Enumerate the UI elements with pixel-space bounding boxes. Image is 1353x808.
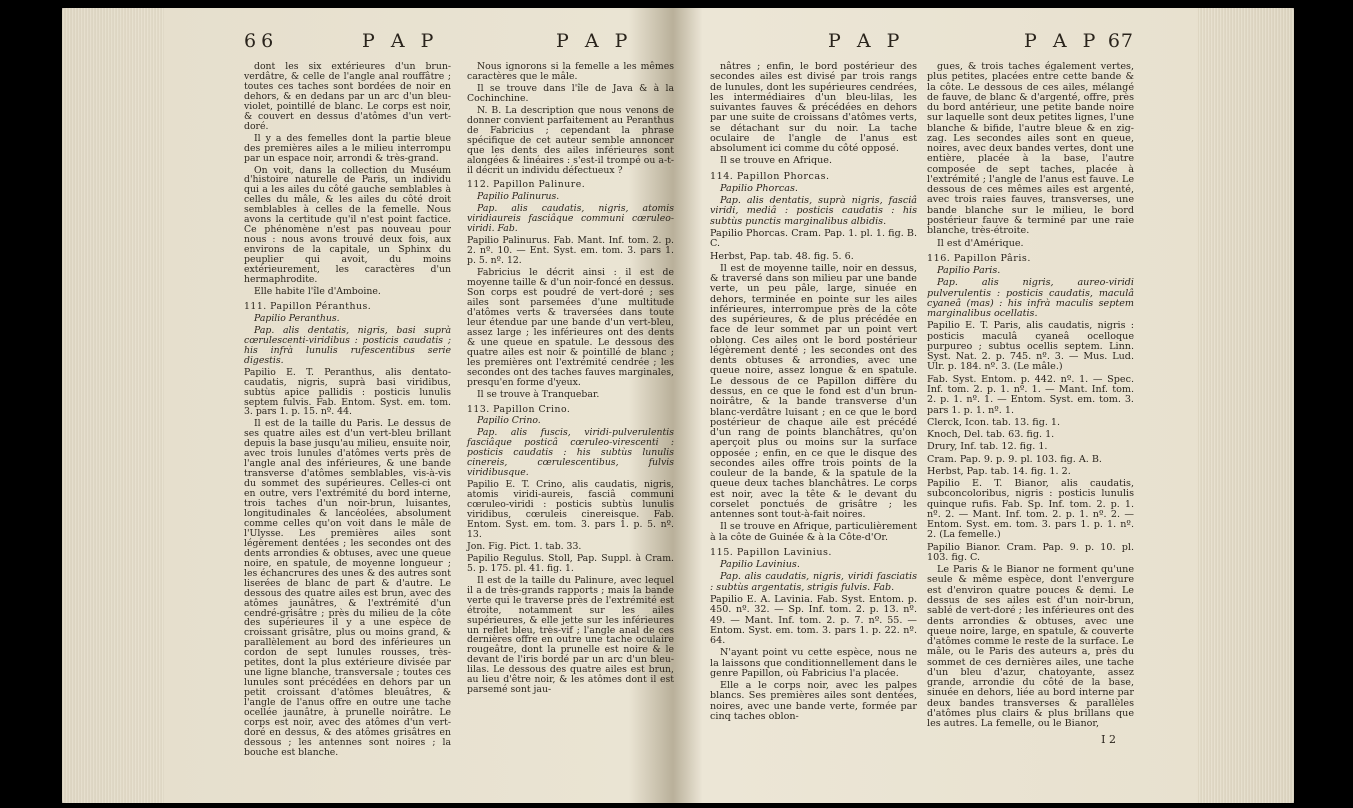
bibliographic-reference: Drury, Inf. tab. 12. fig. 1. bbox=[927, 441, 1048, 453]
paragraph: Il se trouve dans l'île de Java & à la Cochinchine. bbox=[467, 82, 674, 104]
latin-diagnosis: Papilio Peranthus. bbox=[254, 312, 340, 324]
paragraph: dont les six extérieures d'un brun-verdâtre, & celle de l'angle anal rouffâtre ; toutes ces taches sont bordées de noir en dehors, & en dedans par un arc d'un bleu-violet, pointillé de blanc. Le corps est noir, & couvert en dessus d'atômes d'un vert-doré. bbox=[244, 61, 451, 132]
right-running-head-2: P A P bbox=[1024, 30, 1101, 52]
paragraph: N'ayant point vu cette espèce, nous ne la laissons que conditionnellement dans le genre Papillon, où Fabricius l'a placée. bbox=[710, 647, 917, 679]
latin-diagnosis: Papilio Palinurus. bbox=[477, 191, 560, 203]
bibliographic-reference: Jon. Fig. Pict. 1. tab. 33. bbox=[467, 540, 582, 552]
paragraph: Il se trouve à Tranquebar. bbox=[477, 388, 600, 400]
left-page-number: 66 bbox=[244, 30, 279, 52]
species-heading: 115. Papillon Lavinius. bbox=[710, 546, 832, 558]
paragraph: Il est de la taille du Palinure, avec lequel il a de très-grands rapports ; mais la bande verte qui le traverse près de l'extrémité est étroite, notamment sur les ailes supérieures, & elle jette sur les inférieures un reflet bleu, très-vif ; l'angle anal de ces dernières offre en outre une tache oculaire rougeâtre, dont la prunelle est noire & le devant de l'iris bordé par un arc d'un bleu-lilas. Le dessous des quatre ailes est brun, au lieu d'être noir, & les atômes dont il est parsemé sont jau- bbox=[467, 574, 674, 696]
bibliographic-reference: Cram. Pap. 9. p. 9. pl. 103. fig. A. B. bbox=[927, 453, 1102, 465]
species-heading: 111. Papillon Péranthus. bbox=[244, 300, 372, 312]
latin-diagnosis: Pap. alis dentatis, nigris, basi suprà cœrulescenti-viridibus : posticis caudatis ; his infrà lunulis rufescentibus serie digestis. bbox=[244, 324, 451, 366]
paragraph: Il y a des femelles dont la partie bleue des premières ailes a le milieu interrompu par un espace noir, arrondi & très-grand. bbox=[244, 132, 451, 164]
latin-diagnosis: Pap. alis caudatis, nigris, viridi fasciatis : subtùs argentatis, strigis fulvis. Fab. bbox=[710, 571, 917, 593]
bibliographic-reference: Papilio Bianor. Cram. Pap. 9. p. 10. pl. 103. fig. C. bbox=[927, 541, 1134, 563]
left-header bbox=[244, 30, 674, 60]
left-column-2 bbox=[467, 62, 674, 760]
paragraph: Il est d'Amérique. bbox=[937, 237, 1024, 249]
bibliographic-reference: Papilio E. T. Bianor, alis caudatis, subconcoloribus, nigris : posticis lunulis quinque rufis. Fab. Sp. Inf. tom. 2. p. 1. nº. 2. — Mant. Inf. tom. 2. p. 1. nº. 2. — Entom. Syst. em. tom. 3. pars 1. p. 1. nº. 2. (La femelle.) bbox=[927, 478, 1134, 541]
paragraph: Elle a le corps noir, avec les palpes blancs. Ses premières ailes sont dentées, noires, avec une bande verte, formée par cinq taches oblon- bbox=[710, 680, 917, 722]
right-running-head-1: P A P bbox=[828, 30, 905, 52]
species-heading: 114. Papillon Phorcas. bbox=[710, 170, 830, 182]
latin-diagnosis: Pap. alis caudatis, nigris, atomis viridiaureis fasciâque communi cœruleo-viridi. Fab. bbox=[467, 203, 674, 235]
bibliographic-reference: Papilio E. T. Peranthus, alis dentato-caudatis, nigris, suprà basi viridibus, subtùs apice pallidis : posticis lunulis septem fulvis. Fab. Entom. Syst. em. tom. 3. pars 1. p. 15. nº. 44. bbox=[244, 366, 451, 418]
bibliographic-reference: Knoch, Del. tab. 63. fig. 1. bbox=[927, 429, 1055, 441]
bibliographic-reference: Papilio Phorcas. Cram. Pap. 1. pl. 1. fig. B. C. bbox=[710, 227, 917, 250]
paragraph: Il se trouve en Afrique. bbox=[720, 155, 833, 167]
latin-diagnosis: Papilio Paris. bbox=[937, 265, 1001, 277]
latin-diagnosis: Pap. alis dentatis, suprà nigris, fasciâ viridi, mediâ : posticis caudatis : his subtùs punctis marginalibus albidis. bbox=[710, 195, 917, 227]
latin-diagnosis: Papilio Phorcas. bbox=[720, 182, 798, 194]
latin-diagnosis: Pap. alis fuscis, viridi-pulverulentis fasciâque posticâ cœruleo-virescenti : posticis caudatis : his subtùs lunulis cinereis, cœrulescentibus, fulvis viridibusque. bbox=[467, 427, 674, 479]
left-running-head-1: P A P bbox=[362, 30, 439, 52]
bibliographic-reference: Fab. Syst. Entom. p. 442. nº. 1. — Spec. Inf. tom. 2. p. 1. nº. 1. — Mant. Inf. tom. 2. p. 1. nº. 1. — Entom. Syst. em. tom. 3. pars 1. p. 1. nº. 1. bbox=[927, 373, 1134, 416]
bibliographic-reference: Herbst, Pap. tab. 14. fig. 1. 2. bbox=[927, 465, 1071, 477]
latin-diagnosis: Pap. alis nigris, aureo-viridi pulverulentis : posticis caudatis, maculâ cyaneâ (mas) : his infrà maculis septem marginalibus ocellatis. bbox=[927, 277, 1134, 320]
species-heading: 112. Papillon Palinure. bbox=[467, 179, 586, 191]
paragraph: Fabricius le décrit ainsi : il est de moyenne taille & d'un noir-foncé en dessus. Son corps est poudré de vert-doré ; ses ailes sont parsemées d'une multitude d'atômes verts & traversées dans toute leur étendue par une bande d'un vert-bleu, assez large ; les inférieures ont des dents & une queue en spatule. Le dessous des quatre ailes est noir & pointillé de blanc ; les premières ont l'extrémité cendrée ; les secondes ont des taches fauves marginales, presqu'en forme d'yeux. bbox=[467, 267, 674, 388]
bibliographic-reference: Clerck, Icon. tab. 13. fig. 1. bbox=[927, 416, 1061, 428]
paragraph: Le Paris & le Bianor ne forment qu'une seule & même espèce, dont l'envergure est d'environ quatre pouces & demi. Le dessus de ses ailes est d'un noir-brun, sablé de vert-doré ; les inférieures ont des dents arrondies & obtuses, avec une queue noire, large, en spatule, & couverte d'atômes comme le reste de la surface. Le mâle, ou le Paris des auteurs a, près du sommet de ces dernières ailes, une tache d'un bleu d'azur, chatoyante, assez grande, arrondie du côté de la base, sinuée en dehors, liée au bord interne par deux bandes transverses & parallèles d'atômes plus clairs & plus brillans que les autres. La femelle, ou le Bianor, bbox=[927, 564, 1134, 730]
left-column-1 bbox=[244, 62, 451, 760]
page-edges-left bbox=[62, 8, 164, 803]
latin-diagnosis: Papilio Crino. bbox=[477, 415, 541, 427]
right-header bbox=[710, 30, 1134, 60]
left-running-head-2: P A P bbox=[556, 30, 633, 52]
signature-mark: I 2 bbox=[1101, 733, 1116, 747]
right-column-2 bbox=[927, 62, 1134, 731]
right-page bbox=[710, 30, 1134, 746]
paragraph: Nous ignorons si la femelle a les mêmes caractères que le mâle. bbox=[467, 61, 674, 82]
paragraph: Il se trouve en Afrique, particulièrement à la côte de Guinée & à la Côte-d'Or. bbox=[710, 521, 917, 543]
bibliographic-reference: Papilio E. A. Lavinia. Fab. Syst. Entom. p. 450. nº. 32. — Sp. Inf. tom. 2. p. 13. nº. 49. — Mant. Inf. tom. 2. p. 7. nº. 55. — Entom. Syst. em. tom. 3. pars 1. p. 22. nº. 64. bbox=[710, 594, 917, 647]
paragraph: gues, & trois taches également vertes, plus petites, placées entre cette bande & la côte. Le dessous de ces ailes, mélangé de fauve, de blanc & d'argenté, offre, près du bord antérieur, une petite bande noire sur laquelle sont deux petites lignes, l'une blanche & bifide, l'autre bleue & en zig-zag. Les secondes ailes sont en queue, noires, avec deux bandes vertes, dont une entière, placée à la base, l'autre composée de sept taches, placée à l'extrémité ; l'angle de l'anus est fauve. Le dessous de ces mêmes ailes est argenté, avec trois raies fauves, transverses, une bande blanche sur le milieu, le bord postérieur fauve & terminé par une raie blanche, très-étroite. bbox=[927, 61, 1134, 237]
species-heading: 113. Papillon Crino. bbox=[467, 403, 571, 415]
bibliographic-reference: Herbst, Pap. tab. 48. fig. 5. 6. bbox=[710, 250, 854, 262]
paragraph: Elle habite l'île d'Amboine. bbox=[254, 285, 381, 297]
left-page bbox=[244, 30, 674, 760]
right-column-1 bbox=[710, 62, 917, 731]
bibliographic-reference: Papilio E. T. Paris, alis caudatis, nigris : posticis maculâ cyaneâ ocelloque purpureo ; subtus ocellis septem. Linn. Syst. Nat. 2. p. 745. nº. 3. — Mus. Lud. Ulr. p. 184. nº. 3. (Le mâle.) bbox=[927, 320, 1134, 373]
paragraph: On voit, dans la collection du Muséum d'histoire naturelle de Paris, un individu qui a les ailes du côté gauche semblables à celles du mâle, & les ailes du côté droit semblables à celles de la femelle. Nous avons la certitude qu'il n'est point factice. Ce phénomène n'est pas nouveau pour nous : nous avons trouvé deux fois, aux environs de la capitale, un Sphinx du peuplier qui avoit, du moins extérieurement, les caractères d'un hermaphrodite. bbox=[244, 164, 451, 286]
bibliographic-reference: Papilio Palinurus. Fab. Mant. Inf. tom. 2. p. 2. nº. 10. — Ent. Syst. em. tom. 3. pars 1. p. 5. nº. 12. bbox=[467, 235, 674, 267]
bibliographic-reference: Papilio E. T. Crino, alis caudatis, nigris, atomis viridi-aureis, fasciâ communi cœruleo-viridi : posticis subtùs lunulis viridibus, cœruleis cinereisque. Fab. Entom. Syst. em. tom. 3. pars 1. p. 5. nº. 13. bbox=[467, 479, 674, 540]
paragraph: Il est de la taille du Paris. Le dessus de ses quatre ailes est d'un vert-bleu brillant depuis la base jusqu'au milieu, ensuite noir, avec trois lunules d'atômes verts près de l'angle anal des inférieures, & une bande transverse d'atômes semblables, vis-à-vis du sommet des supérieures. Celles-ci ont en outre, vers l'extrémité du bord interne, trois taches d'un noir-brun, luisantes, longitudinales & lancéolées, absolument comme celles qu'on voit dans le mâle de l'Ulysse. Les premières ailes sont légèrement dentées ; les secondes ont des dents arrondies & obtuses, avec une queue noire, en spatule, de moyenne longueur ; les échancrures des unes & des autres sont liserées de blanc de part & d'autre. Le dessous des quatre ailes est brun, avec des atômes jaunâtres, & l'extrémité d'un cendré-grisâtre ; près du milieu de la côte des supérieures il y a une espèce de croissant grisâtre, plus ou moins grand, & parallèlement au bord des inférieures un cordon de sept lunules rousses, très-petites, dont la plus extérieure divisée par une ligne blanche, transversale ; toutes ces lunules sont précédées en dehors par un petit croissant d'atômes bleuâtres, & l'angle de l'anus offre en outre une tache ocellée jaunâtre, à prunelle noirâtre. Le corps est noir, avec des atômes d'un vert-doré en dessus, & des atômes grisâtres en dessous ; les antennes sont noires ; la bouche est blanche. bbox=[244, 418, 451, 758]
latin-diagnosis: Papilio Lavinius. bbox=[720, 559, 800, 571]
page-edges-right bbox=[1198, 8, 1294, 803]
paragraph: Il est de moyenne taille, noir en dessus, & traversé dans son milieu par une bande verte, un peu pâle, large, sinuée en dehors, terminée en pointe sur les ailes inférieures, interrompue près de la côte des supérieures, & de plus précédée en face de leur sommet par un point vert oblong. Ces ailes ont le bord postérieur légèrement denté ; les secondes ont des dents obtuses & arrondies, avec une queue noire, assez longue & en spatule. Le dessous de ce Papillon diffère du dessus, en ce que le fond est d'un brun-noirâtre, & la bande transverse d'un blanc-verdâtre luisant ; en ce que le bord postérieur de chaque aile est précédé d'un rang de points blanchâtres, qu'on aperçoit plus ou moins sur la surface opposée ; enfin, en ce que le disque des secondes ailes offre trois points de la couleur de la bande, & la spatule de la queue deux taches blanchâtres. Le corps est noir, avec la tête & le devant du corselet ponctués de grisâtre ; les antennes sont tout-à-fait noires. bbox=[710, 262, 917, 521]
paragraph: N. B. La description que nous venons de donner convient parfaitement au Peranthus de Fabricius ; cependant la phrase spécifique de cet auteur semble annoncer que les dents des ailes inférieures sont alongées & linéaires : s'est-il trompé ou a-t-il décrit un individu défectueux ? bbox=[467, 104, 674, 176]
bibliographic-reference: Papilio Regulus. Stoll, Pap. Suppl. à Cram. 5. p. 175. pl. 41. fig. 1. bbox=[467, 552, 674, 574]
species-heading: 116. Papillon Pâris. bbox=[927, 252, 1031, 264]
paragraph: nâtres ; enfin, le bord postérieur des secondes ailes est divisé par trois rangs de lunules, dont les supérieures cendrées, les intermédiaires d'un bleu-lilas, les suivantes fauves & précédées en dehors par une suite de croissans d'atômes verts, se détachant sur du noir. La tache oculaire de l'angle de l'anus est absolument ici comme du côté opposé. bbox=[710, 61, 917, 155]
right-page-number: 67 bbox=[1107, 30, 1134, 52]
